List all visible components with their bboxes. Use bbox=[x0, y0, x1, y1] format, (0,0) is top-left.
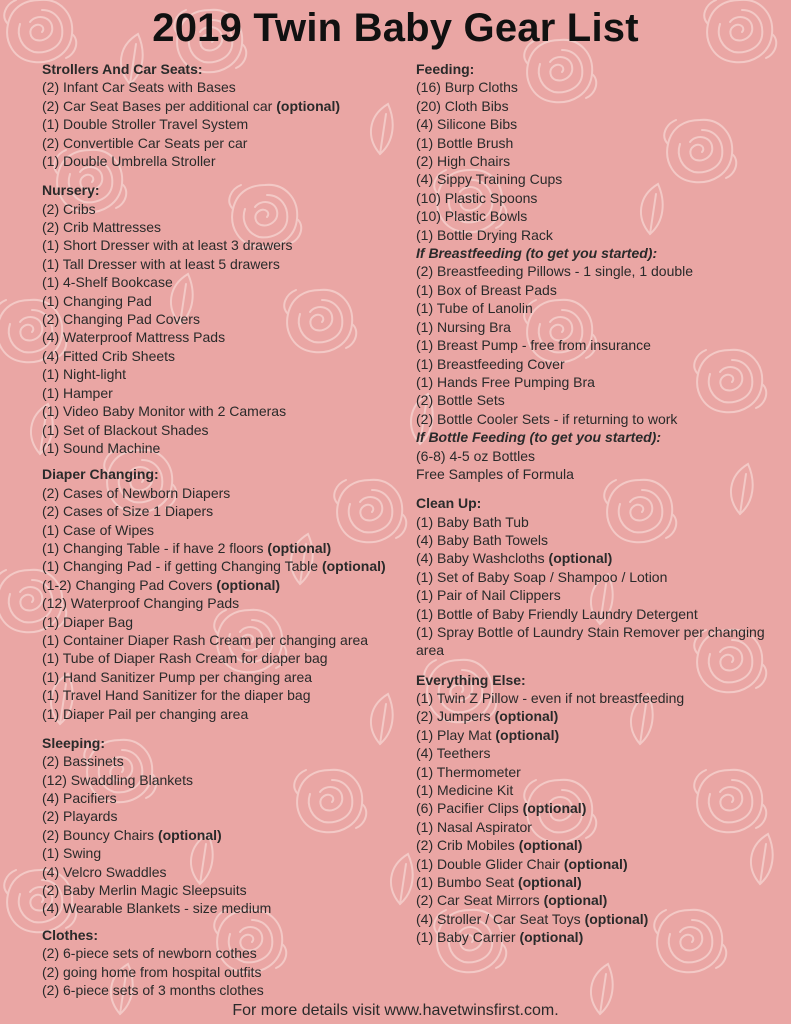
optional-tag: (optional) bbox=[267, 539, 332, 556]
item-text: Free Samples of Formula bbox=[416, 465, 574, 482]
list-item bbox=[42, 484, 402, 502]
item-text: (2) High Chairs bbox=[416, 153, 511, 170]
item-text: (2) Bouncy Chairs bbox=[42, 826, 158, 843]
item-text: (1) Swing bbox=[42, 845, 102, 862]
list-item bbox=[42, 292, 402, 310]
item-text: (6-8) 4-5 oz Bottles bbox=[416, 447, 536, 464]
item-text: (1) Sound Machine bbox=[42, 439, 161, 456]
item-text: (1) Diaper Pail per changing area bbox=[42, 705, 249, 722]
item-text: (4) Sippy Training Cups bbox=[416, 171, 563, 188]
section-items bbox=[42, 484, 402, 723]
item-text: (2) Playards bbox=[42, 808, 118, 825]
list-item bbox=[42, 631, 402, 649]
list-item bbox=[416, 115, 776, 133]
list-item bbox=[42, 421, 402, 439]
item-text: (1) Thermometer bbox=[416, 763, 521, 780]
section-title: Clean Up: bbox=[416, 495, 482, 512]
list-item bbox=[416, 928, 776, 946]
item-text: (4) Waterproof Mattress Pads bbox=[42, 329, 226, 346]
list-item bbox=[416, 318, 776, 336]
list-item bbox=[416, 513, 776, 531]
optional-tag: (optional) bbox=[494, 708, 559, 725]
section-diaper-changing bbox=[42, 465, 402, 723]
list-item bbox=[42, 705, 402, 723]
list-item bbox=[416, 744, 776, 762]
section-items bbox=[42, 944, 402, 999]
optional-tag: (optional) bbox=[216, 576, 281, 593]
list-item bbox=[42, 613, 402, 631]
list-item bbox=[42, 668, 402, 686]
section-title: Feeding: bbox=[416, 61, 475, 77]
list-item bbox=[42, 115, 402, 133]
list-item bbox=[416, 447, 776, 465]
optional-tag: (optional) bbox=[522, 800, 587, 817]
list-item bbox=[416, 134, 776, 152]
item-text: (1) Nasal Aspirator bbox=[416, 818, 532, 835]
list-item bbox=[42, 152, 402, 170]
list-item bbox=[416, 763, 776, 781]
item-text: (1) Set of Baby Soap / Shampoo / Lotion bbox=[416, 568, 668, 585]
item-text: (12) Waterproof Changing Pads bbox=[42, 595, 240, 612]
list-item bbox=[42, 881, 402, 899]
list-item bbox=[42, 789, 402, 807]
list-item bbox=[42, 844, 402, 862]
item-text: (2) 6-piece sets of 3 months clothes bbox=[42, 982, 264, 999]
list-item bbox=[416, 207, 776, 225]
section-title: Strollers And Car Seats: bbox=[42, 61, 203, 77]
list-item bbox=[42, 502, 402, 520]
section-strollers bbox=[42, 60, 402, 170]
optional-tag: (optional) bbox=[519, 929, 584, 946]
item-text: (1) Tube of Lanolin bbox=[416, 300, 533, 317]
list-item bbox=[42, 402, 402, 420]
list-item bbox=[416, 689, 776, 707]
list-item bbox=[416, 586, 776, 604]
item-text: (2) Infant Car Seats with Bases bbox=[42, 79, 236, 96]
list-item bbox=[42, 899, 402, 917]
item-text: (4) Stroller / Car Seat Toys bbox=[416, 910, 585, 927]
list-item bbox=[416, 170, 776, 188]
item-text: (4) Velcro Swaddles bbox=[42, 863, 167, 880]
section-items bbox=[42, 752, 402, 918]
item-text: (1) Nursing Bra bbox=[416, 318, 511, 335]
section-items bbox=[416, 78, 776, 244]
item-text: (2) Cases of Size 1 Diapers bbox=[42, 503, 214, 520]
optional-tag: (optional) bbox=[518, 837, 583, 854]
item-text: (2) 6-piece sets of newborn cothes bbox=[42, 945, 257, 962]
list-item bbox=[416, 605, 776, 623]
item-text: (1) Breastfeeding Cover bbox=[416, 355, 565, 372]
list-item bbox=[416, 549, 776, 567]
list-item bbox=[416, 910, 776, 928]
optional-tag: (optional) bbox=[321, 558, 386, 575]
item-text: (2) Bassinets bbox=[42, 753, 124, 770]
item-text: (2) Changing Pad Covers bbox=[42, 311, 200, 328]
list-item bbox=[42, 594, 402, 612]
item-text: (2) Car Seat Bases per additional car bbox=[42, 97, 277, 114]
list-item bbox=[42, 134, 402, 152]
section-items bbox=[416, 447, 776, 484]
left-column bbox=[42, 60, 402, 1000]
optional-tag: (optional) bbox=[517, 874, 582, 891]
item-text: (1) Tall Dresser with at least 5 drawers bbox=[42, 255, 280, 272]
list-item bbox=[416, 226, 776, 244]
item-text: (1) Night-light bbox=[42, 366, 127, 383]
item-text: (4) Wearable Blankets - size medium bbox=[42, 900, 272, 917]
list-item bbox=[416, 855, 776, 873]
list-item bbox=[416, 531, 776, 549]
list-item bbox=[42, 826, 402, 844]
item-text: (1) Diaper Bag bbox=[42, 613, 134, 630]
footer-website-note: For more details visit www.havetwinsfirst.com. bbox=[232, 1002, 559, 1019]
optional-tag: (optional) bbox=[276, 97, 340, 114]
list-item bbox=[416, 818, 776, 836]
list-item bbox=[42, 273, 402, 291]
item-text: (2) Bottle Cooler Sets - if returning to work bbox=[416, 410, 678, 427]
section-items bbox=[42, 200, 402, 458]
section-title: Everything Else: bbox=[416, 671, 526, 688]
item-text: (1) Breast Pump - free from insurance bbox=[416, 337, 651, 354]
section-title: Nursery: bbox=[42, 182, 100, 199]
item-text: (2) Crib Mattresses bbox=[42, 219, 162, 236]
list-item bbox=[416, 355, 776, 373]
item-text: (4) Baby Washcloths bbox=[416, 550, 549, 567]
item-text: (1) Changing Pad bbox=[42, 292, 152, 309]
optional-tag: (optional) bbox=[548, 550, 613, 567]
list-item bbox=[416, 726, 776, 744]
section-bottle-feeding bbox=[416, 428, 776, 483]
list-item bbox=[42, 384, 402, 402]
list-item bbox=[416, 568, 776, 586]
list-item bbox=[416, 781, 776, 799]
item-text: (2) going home from hospital outfits bbox=[42, 963, 262, 980]
item-text: (1) Twin Z Pillow - even if not breastfeeding bbox=[416, 690, 685, 706]
list-item bbox=[42, 347, 402, 365]
list-item bbox=[42, 771, 402, 789]
list-item bbox=[42, 649, 402, 667]
list-item bbox=[416, 891, 776, 909]
item-text: (2) Cribs bbox=[42, 200, 96, 217]
item-text: (1) Short Dresser with at least 3 drawers bbox=[42, 237, 293, 254]
list-item bbox=[416, 836, 776, 854]
list-item bbox=[42, 78, 402, 96]
section-title: Diaper Changing: bbox=[42, 466, 159, 483]
item-text: (4) Pacifiers bbox=[42, 790, 117, 807]
list-item bbox=[42, 521, 402, 539]
section-items bbox=[416, 262, 776, 428]
optional-tag: (optional) bbox=[157, 826, 222, 843]
item-text: (2) Car Seat Mirrors bbox=[416, 892, 544, 909]
list-item bbox=[42, 255, 402, 273]
item-text: (2) Jumpers bbox=[416, 708, 495, 725]
item-text: (1) Video Baby Monitor with 2 Cameras bbox=[42, 403, 287, 420]
item-text: (1) Bottle Brush bbox=[416, 134, 514, 151]
item-text: (2) Baby Merlin Magic Sleepsuits bbox=[42, 882, 247, 899]
list-item bbox=[42, 686, 402, 704]
right-column bbox=[416, 60, 776, 947]
item-text: (2) Crib Mobiles bbox=[416, 837, 519, 854]
list-item bbox=[416, 373, 776, 391]
section-items bbox=[416, 513, 776, 660]
section-title: If Bottle Feeding (to get you started): bbox=[416, 429, 661, 446]
item-text: (1) Container Diaper Rash Cream per changing area bbox=[42, 631, 369, 648]
list-item bbox=[42, 863, 402, 881]
item-text: (1) Set of Blackout Shades bbox=[42, 421, 209, 438]
item-text: (12) Swaddling Blankets bbox=[42, 771, 193, 788]
item-text: (1) Double Glider Chair bbox=[416, 855, 564, 872]
list-item bbox=[42, 97, 402, 115]
list-item bbox=[416, 391, 776, 409]
list-item bbox=[416, 152, 776, 170]
item-text: (1) Box of Breast Pads bbox=[416, 281, 557, 298]
list-item bbox=[42, 236, 402, 254]
section-nursery bbox=[42, 181, 402, 457]
list-item bbox=[416, 465, 776, 483]
item-text: (4) Baby Bath Towels bbox=[416, 531, 549, 548]
list-item bbox=[42, 944, 402, 962]
section-clothes bbox=[42, 926, 402, 1000]
item-text: (1) Spray Bottle of Laundry Stain Remover per changing area bbox=[416, 623, 765, 659]
list-item bbox=[416, 873, 776, 891]
item-text: (1) Hamper bbox=[42, 384, 113, 401]
item-text: (20) Cloth Bibs bbox=[416, 97, 509, 114]
section-sleeping bbox=[42, 734, 402, 918]
section-feeding bbox=[416, 60, 776, 244]
item-text: (4) Teethers bbox=[416, 745, 491, 762]
item-text: (2) Convertible Car Seats per car bbox=[42, 134, 248, 151]
optional-tag: (optional) bbox=[584, 910, 649, 927]
section-everything-else bbox=[416, 671, 776, 947]
list-item bbox=[416, 336, 776, 354]
list-item bbox=[42, 963, 402, 981]
section-items bbox=[416, 689, 776, 947]
item-text: (1) Play Mat bbox=[416, 726, 496, 743]
item-text: (2) Breastfeeding Pillows - 1 single, 1 double bbox=[416, 263, 694, 280]
list-item bbox=[42, 539, 402, 557]
item-text: (1) Hands Free Pumping Bra bbox=[416, 373, 595, 390]
item-text: (1) Bottle of Baby Friendly Laundry Detergent bbox=[416, 605, 698, 622]
optional-tag: (optional) bbox=[495, 726, 560, 743]
item-text: (2) Cases of Newborn Diapers bbox=[42, 484, 231, 501]
list-item bbox=[42, 218, 402, 236]
list-item bbox=[42, 557, 402, 575]
list-item bbox=[416, 707, 776, 725]
item-text: (16) Burp Cloths bbox=[416, 79, 518, 96]
item-text: (1) Baby Carrier bbox=[416, 929, 520, 946]
list-item bbox=[42, 439, 402, 457]
list-item bbox=[416, 281, 776, 299]
optional-tag: (optional) bbox=[543, 892, 608, 909]
item-text: (1) Double Stroller Travel System bbox=[42, 116, 249, 133]
item-text: (1) Case of Wipes bbox=[42, 521, 155, 538]
item-text: (1) Hand Sanitizer Pump per changing area bbox=[42, 668, 313, 685]
item-text: (1) Changing Table - if have 2 floors bbox=[42, 539, 268, 556]
item-text: (1) Bumbo Seat bbox=[416, 874, 518, 891]
list-item bbox=[416, 78, 776, 96]
item-text: (1) 4-Shelf Bookcase bbox=[42, 274, 173, 291]
list-item bbox=[42, 981, 402, 999]
page-title: 2019 Twin Baby Gear List bbox=[152, 6, 639, 50]
item-text: (10) Plastic Spoons bbox=[416, 189, 538, 206]
list-item bbox=[42, 365, 402, 383]
section-title: Sleeping: bbox=[42, 734, 106, 751]
list-item bbox=[416, 262, 776, 280]
optional-tag: (optional) bbox=[563, 855, 628, 872]
item-text: (1) Changing Pad - if getting Changing Table bbox=[42, 558, 322, 575]
list-item bbox=[42, 576, 402, 594]
section-title: Clothes: bbox=[42, 926, 98, 943]
item-text: (1) Double Umbrella Stroller bbox=[42, 153, 216, 170]
item-text: (1) Baby Bath Tub bbox=[416, 513, 529, 530]
item-text: (1) Pair of Nail Clippers bbox=[416, 587, 561, 604]
section-items bbox=[42, 78, 402, 170]
item-text: (4) Fitted Crib Sheets bbox=[42, 347, 176, 364]
list-item bbox=[416, 299, 776, 317]
list-item bbox=[416, 799, 776, 817]
list-item bbox=[42, 200, 402, 218]
list-item bbox=[42, 310, 402, 328]
item-text: (1) Travel Hand Sanitizer for the diaper bag bbox=[42, 687, 311, 704]
list-item bbox=[42, 807, 402, 825]
item-text: (1) Bottle Drying Rack bbox=[416, 226, 553, 243]
item-text: (10) Plastic Bowls bbox=[416, 208, 528, 225]
section-title: If Breastfeeding (to get you started): bbox=[416, 245, 658, 262]
item-text: (4) Silicone Bibs bbox=[416, 116, 518, 133]
list-item bbox=[42, 752, 402, 770]
list-item bbox=[42, 328, 402, 346]
list-item bbox=[416, 97, 776, 115]
section-breastfeeding bbox=[416, 244, 776, 428]
section-clean-up bbox=[416, 494, 776, 660]
list-item bbox=[416, 623, 776, 660]
item-text: (2) Bottle Sets bbox=[416, 392, 505, 409]
list-item bbox=[416, 189, 776, 207]
item-text: (1-2) Changing Pad Covers bbox=[42, 576, 217, 593]
list-item bbox=[416, 410, 776, 428]
item-text: (1) Tube of Diaper Rash Cream for diaper bag bbox=[42, 650, 328, 667]
item-text: (6) Pacifier Clips bbox=[416, 800, 523, 817]
item-text: (1) Medicine Kit bbox=[416, 782, 514, 799]
